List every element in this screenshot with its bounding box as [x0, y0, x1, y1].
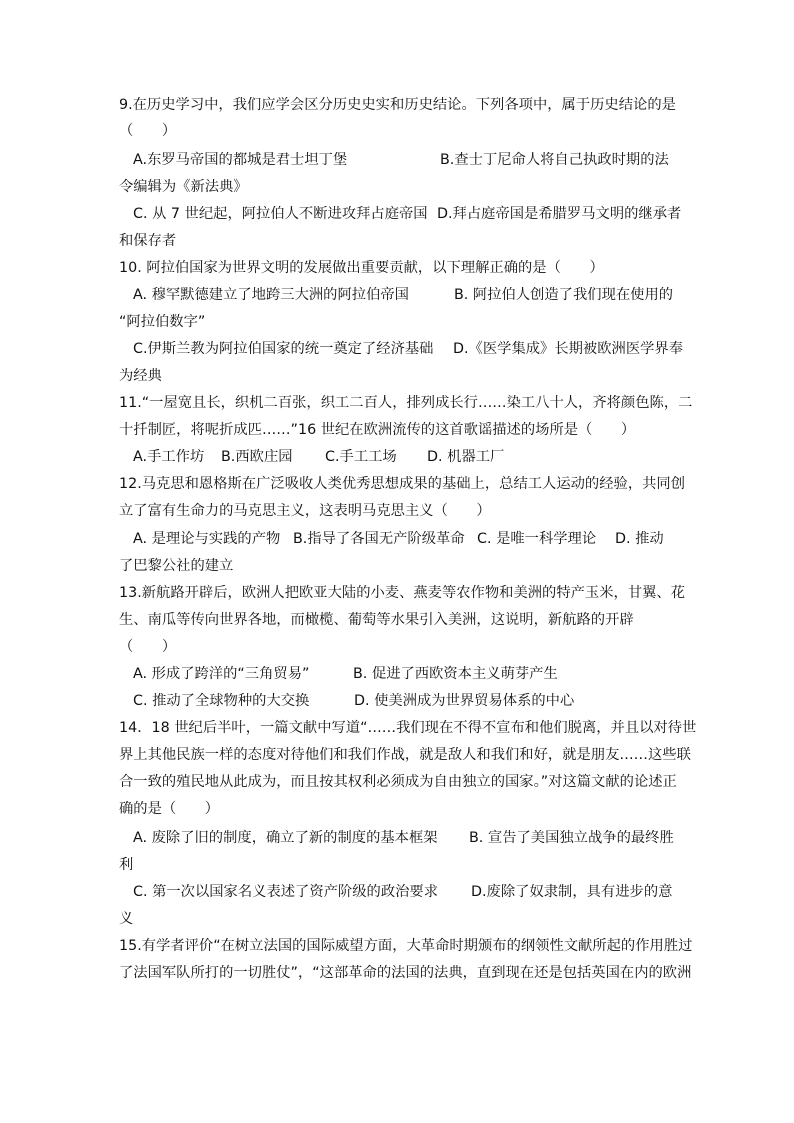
- q13-stem-line2: 生、南瓜等传向世界各地，而橄榄、葡萄等水果引入美洲，这说明，新航路的开辟: [119, 612, 634, 628]
- q9-option-b: B.查士丁尼命人将自己执政时期的法: [440, 152, 669, 168]
- q13-blank: （ ）: [119, 639, 177, 655]
- q14-option-b-cont: 利: [119, 857, 134, 873]
- q14-option-a: A. 废除了旧的制度，确立了新的制度的基本框架: [133, 830, 438, 846]
- q11-option-a: A.手工作坊: [133, 449, 205, 465]
- q13-stem-line1: 13.新航路开辟后，欧洲人把欧亚大陆的小麦、燕麦等农作物和美洲的特产玉米，甘翼、花: [119, 585, 686, 601]
- q14-stem-line2: 界上其他民族一样的态度对待他们和我们作战，就是敌人和我们和好，就是朋友……这些联: [119, 747, 691, 763]
- q10-option-b: B. 阿拉伯人创造了我们现在使用的: [454, 287, 674, 303]
- q14-stem-line1: 14．18 世纪后半叶，一篇文献中写道“……我们现在不得不宣布和他们脱离，并且以对待世: [119, 720, 697, 736]
- q11-option-c: C.手工工场: [325, 449, 397, 465]
- q11-option-d: D. 机器工厂: [427, 449, 505, 465]
- q12-option-b: B.指导了各国无产阶级革命: [293, 531, 465, 547]
- q10-option-a: A. 穆罕默德建立了地跨三大洲的阿拉伯帝国: [133, 287, 409, 303]
- q14-stem-line4: 确的是（ ）: [119, 801, 220, 817]
- q14-option-d-cont: 义: [119, 911, 134, 927]
- q14-option-b: B. 宣告了美国独立战争的最终胜: [469, 830, 674, 846]
- q12-option-d: D. 推动: [615, 531, 664, 547]
- q12-option-c: C. 是唯一科学理论: [477, 531, 597, 547]
- q14-stem-line3: 合一致的殖民地从此成为，而且按其权利必须成为自由独立的国家。”对这篇文献的论述正: [119, 774, 677, 790]
- q9-stem: 9.在历史学习中，我们应学会区分历史史实和历史结论。下列各项中，属于历史结论的是: [119, 97, 676, 113]
- q9-option-d: D.拜占庭帝国是希腊罗马文明的继承者: [437, 206, 682, 222]
- q11-option-b: B.西欧庄园: [221, 449, 293, 465]
- q9-blank: （ ）: [119, 123, 177, 139]
- q15-stem-line1: 15.有学者评价“在树立法国的国际威望方面，大革命时期颁布的纲领性文献所起的作用胜过: [119, 938, 693, 954]
- q12-stem-line1: 12.马克思和恩格斯在广泛吸收人类优秀思想成果的基础上，总结工人运动的经验，共同创: [119, 476, 686, 492]
- q12-stem-line2: 立了富有生命力的马克思主义，这表明马克思主义（ ）: [119, 503, 491, 519]
- q15-stem-line2: 了法国军队所打的一切胜仗”，“这部革命的法国的法典，直到现在还是包括英国在内的欧洲: [119, 965, 692, 981]
- q9-option-b-cont: 令编辑为《新法典》: [119, 179, 248, 195]
- q12-option-d-cont: 了巴黎公社的建立: [119, 558, 234, 574]
- q9-option-c: C. 从 7 世纪起，阿拉伯人不断进攻拜占庭帝国: [133, 206, 428, 222]
- q13-option-b: B. 促进了西欧资本主义萌芽产生: [353, 666, 558, 682]
- q10-option-c: C.伊斯兰教为阿拉伯国家的统一奠定了经济基础: [133, 341, 434, 357]
- q11-stem-line2: 十扦制匠，将呢折成匹……”16 世纪在欧洲流传的这首歌谣描述的场所是（ ）: [119, 422, 636, 438]
- q14-option-d: D.废除了奴隶制，具有进步的意: [471, 884, 673, 900]
- q9-option-a: A.东罗马帝国的都城是君士坦丁堡: [133, 152, 348, 168]
- q13-option-c: C. 推动了全球物种的大交换: [133, 693, 310, 709]
- q11-stem-line1: 11.“一屋宽且长，织机二百张，织工二百人，排列成长行……染工八十人，齐将颜色陈，二: [119, 395, 693, 411]
- q10-option-d-cont: 为经典: [119, 368, 162, 384]
- q10-option-d: D.《医学集成》长期被欧洲医学界奉: [453, 341, 684, 357]
- q14-option-c: C. 第一次以国家名义表述了资产阶级的政治要求: [133, 884, 439, 900]
- q9-option-d-cont: 和保存者: [119, 233, 177, 249]
- q12-option-a: A. 是理论与实践的产物: [133, 531, 281, 547]
- q10-option-b-cont: “阿拉伯数字”: [119, 314, 206, 330]
- q13-option-d: D. 使美洲成为世界贸易体系的中心: [354, 693, 575, 709]
- q13-option-a: A. 形成了跨洋的“三角贸易”: [133, 666, 310, 682]
- q10-stem: 10. 阿拉伯国家为世界文明的发展做出重要贡献，以下理解正确的是（ ）: [119, 260, 604, 276]
